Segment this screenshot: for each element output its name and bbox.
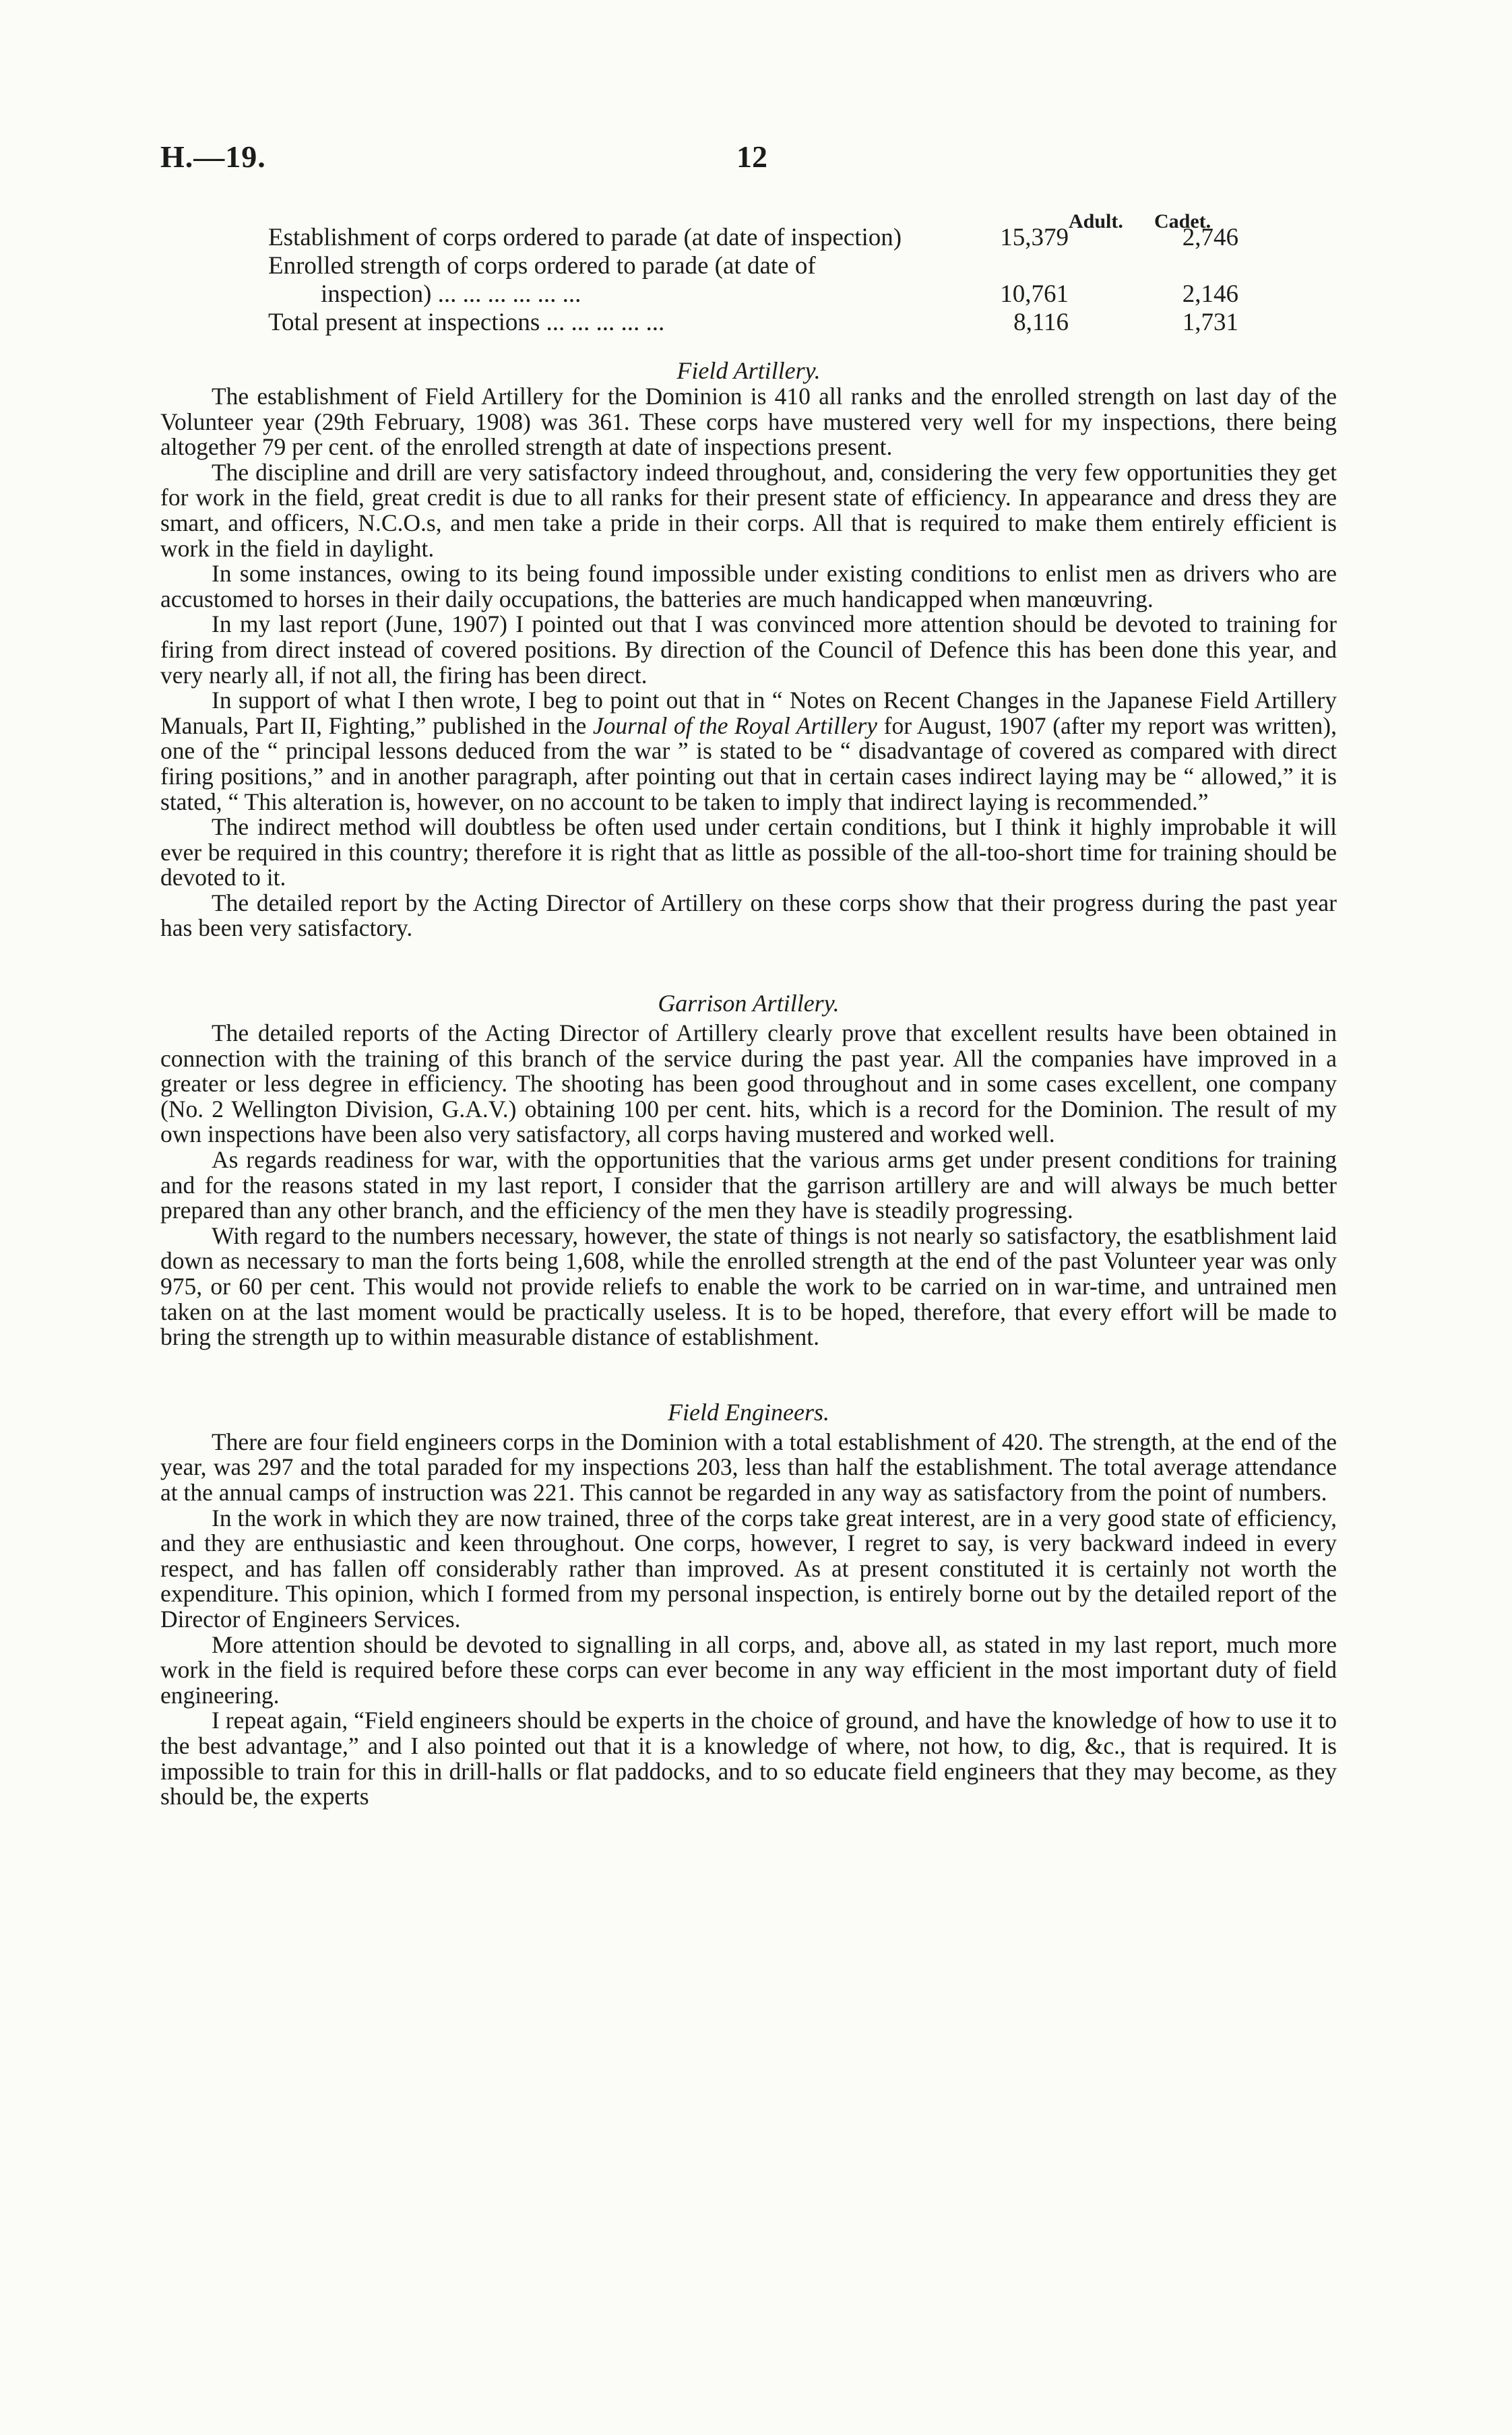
section-heading-field-artillery: Field Artillery. [676,357,821,384]
paragraph [160,688,1337,815]
paragraph: The detailed report by the Acting Director of Artillery on these corps show that their progress during the past year has been very satisfactory. [160,889,1337,942]
paragraph-text: In support of what I then wrote, I beg to point out that in “ Notes on Recent Changes in the Japanese Field Artillery Manuals, Part II, Fighting,” published in the [160,687,1337,739]
adult-value: 15,379 [1000,224,1069,251]
row-label: inspection) ... ... ... ... ... ... [321,280,581,308]
cadet-value: 1,731 [1182,309,1238,336]
report-body [160,357,1337,1810]
paragraph: More attention should be devoted to signalling in all corps, and, above all, as stated in my last report, much more work in the field is required before these corps can ever become in any way efficient in the most important duty of field engineering. [160,1631,1337,1709]
column-header-adult: Adult. [1069,210,1123,232]
cadet-value: 2,146 [1182,280,1238,308]
row-label: Establishment of corps ordered to parade (at date of inspection) [268,224,902,251]
table-row [268,280,1238,309]
row-label: Enrolled strength of corps ordered to parade (at date of [268,252,816,280]
document-series-code: H.—19. [160,139,266,174]
journal-title: Journal of the Royal Artillery [592,711,878,739]
table-row [268,224,1238,252]
page-number: 12 [736,139,767,174]
cadet-value: 2,746 [1182,224,1238,251]
inspection-stats-table [268,210,1238,337]
paragraph: With regard to the numbers necessary, however, the state of things is not nearly so satisfactory, the esatblishment laid down as necessary to man the forts being 1,608, while the enrolled strength at the end of the past Volunteer year was only 975, or 60 per cent. This would not provide reliefs to enable the work to be carried on in war-time, and untrained men taken on at the last moment would be practically useless. It is to be hoped, therefore, that every effort will be made to bring the strength up to within measurable distance of establishment. [160,1222,1337,1351]
section-heading-field-engineers: Field Engineers. [668,1398,829,1426]
paragraph: The discipline and drill are very satisfactory indeed throughout, and, considering the very few opportunities they get for work in the field, great credit is due to all ranks for their present state of efficiency. In appearance and dress they are smart, and officers, N.C.O.s, and men take a pride in their corps. All that is required to make them entirely efficient is work in the field in daylight. [160,458,1337,562]
adult-value: 10,761 [1000,280,1069,308]
paragraph-text: for August, 1907 (after my report was written), one of the “ principal lessons deduced from the war ” is stated to be “ disadvantage of covered as compared with direct firing positions,” and in another paragraph, after pointing out that in certain cases indirect laying may be “ allowed,” it is stated, “ This alteration is, however, on no account to be taken to imply that indirect laying is recommended.” [160,711,1337,815]
table-row [268,309,1238,337]
paragraph: As regards readiness for war, with the opportunities that the various arms get under present conditions for training and for the reasons stated in my last report, I consider that the garrison artillery are and will always be much better prepared than any other branch, and the efficiency of the men they have is steadily progressing. [160,1146,1337,1224]
section-heading-garrison-artillery: Garrison Artillery. [658,990,840,1017]
column-header-cadet: Cadet. [1154,210,1211,232]
paragraph: In the work in which they are now trained, three of the corps take great interest, are in a very good state of efficiency, and they are enthusiastic and keen throughout. One corps, however, I regret to say, is very backward indeed in every respect, and has fallen off considerably rather than improved. As at present constituted it is certainly not worth the expenditure. This opinion, which I formed from my personal inspection, is entirely borne out by the detailed report of the Director of Engineers Services. [160,1504,1337,1633]
paragraph: The establishment of Field Artillery for the Dominion is 410 all ranks and the enrolled strength on last day of the Volunteer year (29th February, 1908) was 361. These corps have mustered very well for my inspections, there being altogether 79 per cent. of the enrolled strength at date of inspections present. [160,383,1337,461]
paragraph: In some instances, owing to its being found impossible under existing conditions to enlist men as drivers who are accustomed to horses in their daily occupations, the batteries are much handicapped when manœuvring. [160,560,1337,612]
row-label: Total present at inspections ... ... ... ... ... [268,309,665,336]
paragraph: The indirect method will doubtless be often used under certain conditions, but I think it highly improbable it will ever be required in this country; therefore it is right that as little as possible of the all-too-short time for training should be devoted to it. [160,813,1337,891]
paragraph: In my last report (June, 1907) I pointed out that I was convinced more attention should be devoted to training for firing from direct instead of covered positions. By direction of the Council of Defence this has been done this year, and very nearly all, if not all, the firing has been direct. [160,610,1337,689]
paragraph: The detailed reports of the Acting Director of Artillery clearly prove that excellent results have been obtained in connection with the training of this branch of the service during the past year. All the companies have improved in a greater or less degree in efficiency. The shooting has been good throughout and in some cases excellent, one company (No. 2 Wellington Division, G.A.V.) obtaining 100 per cent. hits, which is a record for the Dominion. The result of my own inspections have been also very satisfactory, all corps having mustered and worked well. [160,1019,1337,1148]
table-row [268,252,1238,280]
adult-value: 8,116 [1013,309,1069,336]
paragraph: I repeat again, “Field engineers should be experts in the choice of ground, and have the knowledge of how to use it to the best advantage,” and I also pointed out that it is a knowledge of where, not how, to dig, &c., that is required. It is impossible to train for this in drill-halls or flat paddocks, and to so educate field engineers that they may become, as they should be, the experts [160,1707,1337,1810]
paragraph: There are four field engineers corps in the Dominion with a total establishment of 420. The strength, at the end of the year, was 297 and the total paraded for my inspections 203, less than half the establishment. The total average attendance at the annual camps of instruction was 221. This cannot be regarded in any way as satisfactory from the point of numbers. [160,1428,1337,1506]
